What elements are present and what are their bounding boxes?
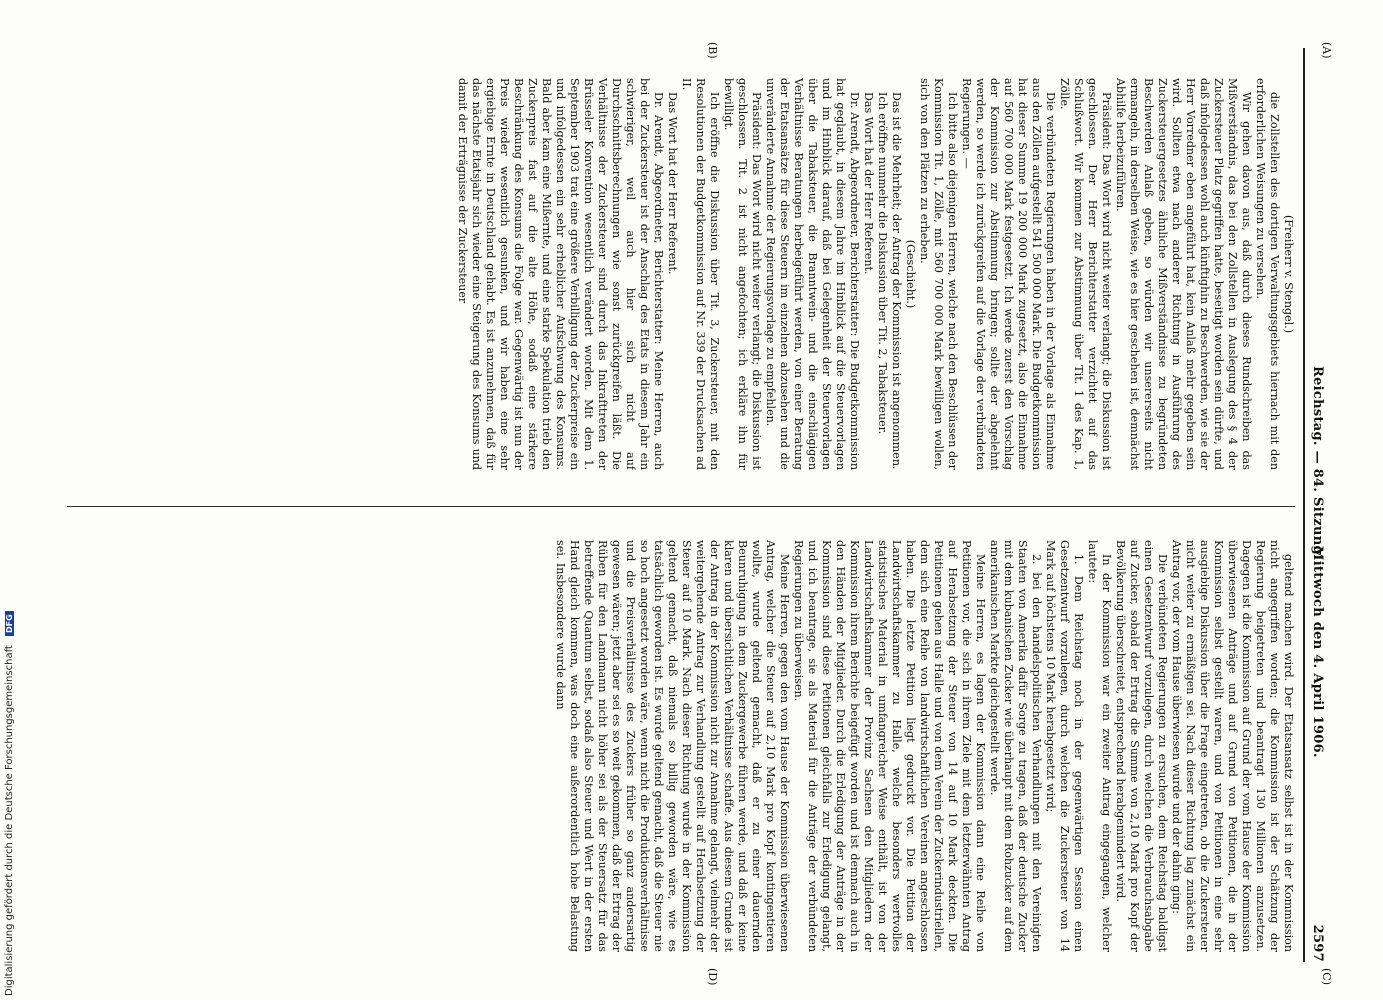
paragraph: geltend machen wird. Der Etatsansatz selbst ist in der Kommission nicht angegriffen worden; die Kommission ist der Schätzung der Regierung beigetreten und beantragt 130 Millionen anzusetzen. Dagegen ist die Kommission auf Grund der vom Hause der Kommission überwiesenen Anträge und auf Grund von Petitionen, die in der Kommission selbst gestellt waren, und von Petitionen in eine sehr ausgiebige Diskussion über die Frage eingetreten, ob die Zuckersteuer nicht weiter zu ermäßigen sei. Nach dieser Richtung lag zunächst ein Antrag vor, der vom Hause überwiesen wurde und der dahin ging: xyxy=(1170,540,1295,952)
dfg-logo-icon: DFG xyxy=(5,611,14,636)
paragraph: Das Wort hat der Herr Referent. xyxy=(862,92,875,275)
margin-marker-a: (A) xyxy=(1320,42,1333,59)
credit-text: Digitalisierung gefördert durch die Deutsche Forschungsgemeinschaft xyxy=(4,645,15,996)
paragraph: Meine Herren, es lagen der Kommission dann eine Reihe von Petitionen vor, die sich in ihrem Ziele mit dem letzterwähnten Antrag auf Herabsetzung der Steuer von 14 auf 10 Mark deckten. Die Petitionen gehen aus Halle und von dem Verein der Zuckerindustriellen, dem sich eine Reihe von landwirtschaftlichen Vereinen angeschlossen haben. Die letzte Petition liegt gedruckt vor. Die Petition der Landwirtschaftskammer zu Halle, welche besonders wertvolles statistisches Material in umfangreicher Weise enthält, ist von der Landwirtschaftskammer der Provinz Sachsen den Mitgliedern der Kommission ihrem Berichte beigefügt worden und ist demnach auch in den Händen der Mitglieder. Durch die Erledigung der Anträge in der Kommission sind diese Petitionen gleichfalls zur Erledigung gelangt, und ich beantrage, sie als Material für die Anträge der verbündeten Regierungen zu überweisen. xyxy=(792,540,987,952)
digitization-credit xyxy=(4,0,20,996)
header-date: Mittwoch den 4. April 1906. xyxy=(1310,546,1325,758)
paragraph: Ich bitte also diejenigen Herren, welche nach den Beschlüssen der Kommission Tit. 1, Zölle, mit 560 700 000 Mark bewilligen wollen, sich von den Plätzen zu erheben. xyxy=(918,78,959,470)
paragraph: In der Kommission war ein zweiter Antrag eingegangen, welcher lautete: xyxy=(1086,540,1113,952)
paragraph: Dr. Arendt, Abgeordneter, Berichterstatter: Die Budgetkommission hat geglaubt, in diesem Jahre im Hinblick auf die Steuervorlagen und im Hinblick darauf, daß bei Gelegenheit der Steuervorlagen über die Tabaksteuer, die Branntwein- und die einschlägigen Verhältnisse Beratungen herbeigeführt werden, von einer Beratung der Etatsansätze für diese Steuern im einzelnen abzusehen und die unveränderte Annahme der Regierungsvorlage zu empfehlen. xyxy=(764,78,861,470)
paragraph: Die verbündeten Regierungen zu ersuchen, dem Reichstag baldigst einen Gesetzentwurf vorzulegen, durch welchen die Verbrauchsabgabe auf Zucker, sobald der Ertrag die Summe von 2,10 Mark pro Kopf der Bevölkerung überschreitet, entsprechend herabgemindert wird. xyxy=(1114,540,1169,952)
margin-marker-b: (B) xyxy=(706,42,719,59)
margin-marker-d: (D) xyxy=(706,968,719,986)
paragraph: Präsident: Das Wort wird nicht weiter verlangt; die Diskussion ist geschlossen. Tit. 2 ist nicht angefochten; ich erkläre ihn für bewilligt. xyxy=(722,78,763,470)
page-number: 2597 xyxy=(1310,924,1325,962)
paragraph: Die verbündeten Regierungen haben in der Vorlage als Einnahme aus den Zöllen aufgestellt 541 500 000 Mark. Die Budgetkommission hat dieser Summe 19 200 000 Mark zugesetzt, also die Einnahme auf 560 700 000 Mark festgesetzt. Ich werde zuerst den Vorschlag der Kommission zur Abstimmung bringen; sollte der abgelehnt werden, so werde ich zurückgreifen auf die Vorlage der verbündeten Regierungen. — xyxy=(960,78,1057,470)
column-divider xyxy=(67,506,1295,507)
paragraph: Dr. Arendt, Abgeordneter, Berichterstatter: Meine Herren, auch bei der Zuckersteuer ist der Anschlag des Etats in diesem Jahr ein schwieriger, weil auch hier sich nicht auf Durchschnittsberechnungen wie sonst zurückgreifen läßt. Die Verhältnisse der Zuckersteuer sind durch das Inkrafttreten der Brüsseler Konvention wesentlich verändert worden. Mit dem 1. September 1903 trat eine größere Verbilligung der Zuckerpreise ein und infolgedessen ein sehr erheblicher Aufschwung des Konsums. Bald aber kam eine Mißernte, und eine starke Spekulation trieb den Zuckerpreis fast auf die alte Höhe, sodaß eine stärkere Beschränkung des Konsums die Folge war. Gegenwärtig ist nun der Preis wieder wesentlich gesunken, und wir haben eine sehr ergiebige Ernte in Deutschland gehabt. Es ist anzunehmen, daß für das nächste Etatsjahr sich wieder eine Steigerung des Konsums und damit der Erträgnisse der Zuckersteuer xyxy=(456,78,665,470)
paragraph: (Freiherr v. Stengel.) xyxy=(1282,214,1295,334)
paragraph: Präsident: Das Wort wird nicht weiter verlangt; die Diskussion ist geschlossen. Der Herr Berichterstatter verzichtet auf das Schlußwort. Wir kommen zur Abstimmung über Tit. 1 des Kap. 1, Zölle. xyxy=(1058,78,1113,470)
paragraph: 2. bei den handelspolitischen Verhandlungen mit den Vereinigten Staaten von Amerika dafür Sorge zu tragen, daß der deutsche Zucker mit dem kubanischen Zucker wie überhaupt mit dem Rohzucker auf dem amerikanischen Markte gleichgestellt werde. xyxy=(988,540,1043,952)
margin-marker-c: (C) xyxy=(1320,968,1333,985)
paragraph: Wir gehen davon aus, daß durch dieses Rundschreiben das Mißverständnis, das bei den Zollstellen in Auslegung des § 4 der Zuckersteuer Platz gegriffen hatte, beseitigt worden sein dürfte, und daß infolgedessen wohl auch künftighin zu Beschwerden, wie sie der Herr Vorredner eben angeführt hat, kein Anlaß mehr gegeben sein wird. Sollten etwa nach anderer Richtung in Ausführung des Zuckersteuergesetzes ähnliche Mißverständnisse zu begründeten Beschwerden Anlaß geben, so würden wir unsererseits nicht ermangeln, in derselben Weise, wie es hier geschehen ist, demnächst Abhilfe herbeizuführen. xyxy=(1114,78,1253,470)
header-title: Reichstag. — 84. Sitzung. xyxy=(1310,366,1325,560)
left-column xyxy=(67,78,1295,470)
paragraph: 1. Dem Reichstag noch in der gegenwärtigen Session einen Gesetzentwurf vorzulegen, durch welchen die Zuckersteuer von 14 Mark auf höchstens 10 Mark herabgesetzt wird; xyxy=(1044,540,1085,952)
right-column xyxy=(67,540,1295,952)
paragraph: Meine Herren, gegen den vom Hause der Kommission überwiesenen Antrag, welcher die Steuer auf 2,10 Mark pro Kopf kontingentieren wollte, wurde geltend gemacht, daß er zu einer dauernden Beunruhigung in dem Zuckergewerbe führen werde, und daß er keine klaren und übersichtlichen Verhältnisse schaffe. Aus diesem Grunde ist der Antrag in der Kommission nicht zur Annahme gelangt, vielmehr der weitergehende Antrag zur Verhandlung gestellt auf Herabsetzung der Steuer auf 10 Mark. Nach dieser Richtung wurde in der Kommission geltend gemacht, daß niemals so billig geworden wäre, wie es tatsächlich geworden ist. Es wurde geltend gemacht, daß die Steuer nie so hoch angesetzt worden wäre, wenn nicht die Produktionsverhältnisse und die Preisverhältnisse des Zuckers früher so ganz andersartig gewesen wären; jetzt aber sei es so weit gekommen, daß der Ertrag der Rüben für den Landmann nicht höher sei als der Steuersatz für das betreffende Quantum selbst, sodaß also Steuer und Wert in der ersten Hand gleich kommen, was doch eine außerordentlich hohe Belastung sei. Insbesondere wurde dann xyxy=(554,540,791,952)
paragraph: (Geschieht.) xyxy=(904,239,917,309)
paragraph: Das Wort hat der Herr Referent. xyxy=(666,92,679,275)
paragraph: die Zollstellen des dortigen Verwaltungsgebiets hiernach mit den erforderlichen Weisungen zu versehen. xyxy=(1254,78,1281,470)
paragraph: Ich eröffne nunmehr die Diskussion über Tit. 2, Tabaksteuer. xyxy=(876,92,889,435)
paragraph: Ich eröffne die Diskussion über Tit. 3, Zuckersteuer, mit den Resolutionen der Budgetkommission auf Nr. 339 der Drucksachen ad II. xyxy=(680,78,721,470)
paragraph: Das ist die Mehrheit; der Antrag der Kommission ist angenommen. xyxy=(890,92,903,470)
running-header xyxy=(1303,48,1325,962)
